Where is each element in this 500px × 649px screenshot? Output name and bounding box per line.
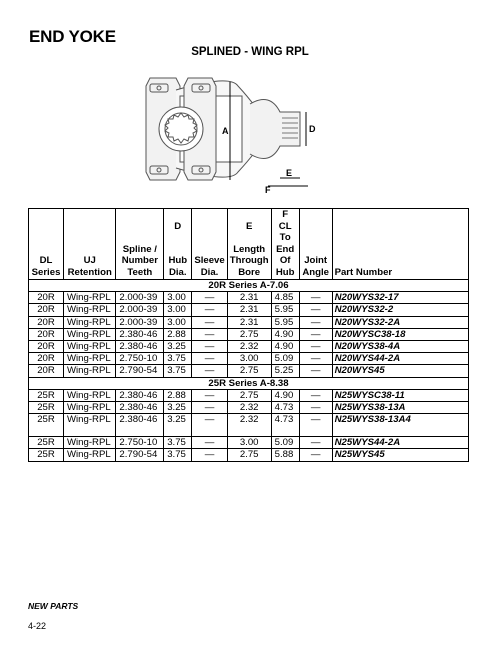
dimension-label-e: E <box>286 168 293 178</box>
column-header-line: CL To <box>278 220 292 243</box>
table-cell: 25R <box>29 402 64 414</box>
column-header-line: Teeth <box>127 266 153 278</box>
column-header-line: DL <box>39 255 53 266</box>
column-dimension-letter <box>118 221 161 233</box>
column-header <box>271 209 299 280</box>
part-number-cell: N25WYS44-2A <box>332 437 468 449</box>
column-header <box>29 209 64 280</box>
table-row <box>29 353 469 365</box>
table-cell: 2.32 <box>227 414 271 437</box>
table-cell: 2.380-46 <box>116 402 164 414</box>
table-cell: — <box>299 328 332 340</box>
column-header-line: Through <box>229 255 269 266</box>
table-cell: 2.75 <box>227 365 271 377</box>
table-row <box>29 341 469 353</box>
table-row <box>29 316 469 328</box>
table-cell: 2.88 <box>164 389 192 401</box>
series-row <box>29 377 469 389</box>
column-dimension-letter: D <box>174 220 182 232</box>
table-cell: Wing-RPL <box>64 414 116 437</box>
column-header <box>64 209 116 280</box>
part-number-cell: N20WYS38-4A <box>332 341 468 353</box>
table-cell: 3.25 <box>164 402 192 414</box>
column-header-line: End <box>276 243 295 255</box>
part-number-cell: N20WYS45 <box>332 365 468 377</box>
table-cell: 5.25 <box>271 365 299 377</box>
table-cell: — <box>299 365 332 377</box>
column-header-line: Length <box>233 243 266 255</box>
column-header-line: Hub <box>275 266 295 278</box>
table-cell: 5.09 <box>271 437 299 449</box>
table-cell: — <box>192 316 227 328</box>
column-dimension-letter <box>335 221 466 233</box>
table-cell: Wing-RPL <box>64 402 116 414</box>
table-cell: 2.31 <box>227 304 271 316</box>
table-row <box>29 449 469 461</box>
table-cell: Wing-RPL <box>64 341 116 353</box>
column-header-line: Dia. <box>200 266 219 278</box>
table-cell: 2.790-54 <box>116 365 164 377</box>
table-row <box>29 389 469 401</box>
table-cell: — <box>192 353 227 365</box>
table-cell: 2.31 <box>227 292 271 304</box>
table-cell: 20R <box>29 316 64 328</box>
column-header-line: Number <box>121 255 158 266</box>
column-dimension-letter <box>66 221 113 233</box>
table-cell: 2.380-46 <box>116 328 164 340</box>
table-body <box>29 280 469 462</box>
new-parts-note: NEW PARTS <box>28 601 79 611</box>
table-cell: 25R <box>29 414 64 437</box>
column-header-line: Spline / <box>122 243 157 255</box>
table-cell: 20R <box>29 328 64 340</box>
table-cell: Wing-RPL <box>64 328 116 340</box>
table-cell: 25R <box>29 437 64 449</box>
table-cell: — <box>299 316 332 328</box>
table-cell: 2.88 <box>164 328 192 340</box>
column-header <box>332 209 468 280</box>
column-dimension-letter: E <box>245 220 253 232</box>
table-cell: 2.380-46 <box>116 414 164 437</box>
table-cell: 3.00 <box>227 437 271 449</box>
table-cell: 4.73 <box>271 402 299 414</box>
table-cell: 4.73 <box>271 414 299 437</box>
table-cell: — <box>299 389 332 401</box>
part-number-cell: N25WYS38-13A4 <box>332 414 468 437</box>
table-row <box>29 292 469 304</box>
table-cell: — <box>299 341 332 353</box>
dimension-label-d: D <box>309 124 316 134</box>
table-cell: — <box>192 389 227 401</box>
series-row <box>29 280 469 292</box>
table-row <box>29 304 469 316</box>
table-cell: 25R <box>29 389 64 401</box>
table-cell: 3.75 <box>164 353 192 365</box>
series-heading: 20R Series A-7.06 <box>29 280 469 292</box>
table-cell: 3.75 <box>164 437 192 449</box>
column-header-line: Bore <box>238 266 261 278</box>
table-cell: 4.90 <box>271 389 299 401</box>
table-cell: 3.00 <box>164 292 192 304</box>
column-header <box>227 209 271 280</box>
table-cell: — <box>299 414 332 437</box>
table-cell: 3.00 <box>164 316 192 328</box>
table-cell: 2.31 <box>227 316 271 328</box>
table-cell: — <box>192 449 227 461</box>
column-dimension-letter <box>31 221 61 233</box>
column-header-line: Series <box>31 266 61 278</box>
table-row <box>29 414 469 437</box>
table-cell: 2.790-54 <box>116 449 164 461</box>
part-number-cell: N20WYS44-2A <box>332 353 468 365</box>
table-cell: Wing-RPL <box>64 437 116 449</box>
table-cell: 20R <box>29 353 64 365</box>
column-header-line: UJ <box>83 255 96 266</box>
table-cell: — <box>192 328 227 340</box>
table-cell: — <box>299 402 332 414</box>
table-row <box>29 437 469 449</box>
dimension-label-a: A <box>222 126 229 136</box>
table-cell: — <box>299 292 332 304</box>
table-cell: 3.75 <box>164 449 192 461</box>
table-cell: — <box>192 341 227 353</box>
column-header-line: Dia. <box>168 266 187 278</box>
page-title: END YOKE <box>29 27 116 46</box>
table-row <box>29 328 469 340</box>
dimension-label-f: F <box>265 185 271 194</box>
part-number-cell: N20WYS32-2A <box>332 316 468 328</box>
table-cell: 2.380-46 <box>116 341 164 353</box>
column-header-line: Part Number <box>334 266 393 278</box>
table-cell: Wing-RPL <box>64 304 116 316</box>
end-yoke-spec-table <box>28 208 469 462</box>
table-cell: 3.75 <box>164 365 192 377</box>
table-cell: — <box>192 437 227 449</box>
table-cell: 20R <box>29 292 64 304</box>
table-cell: 4.90 <box>271 341 299 353</box>
table-cell: 2.000-39 <box>116 304 164 316</box>
column-header-line: Of <box>279 255 291 266</box>
column-header-line: Angle <box>302 266 329 278</box>
table-cell: 2.000-39 <box>116 292 164 304</box>
table-cell: 20R <box>29 304 64 316</box>
table-cell: 2.380-46 <box>116 389 164 401</box>
table-cell: 4.85 <box>271 292 299 304</box>
table-cell: 25R <box>29 449 64 461</box>
table-cell: — <box>299 449 332 461</box>
column-header <box>164 209 192 280</box>
table-cell: 3.25 <box>164 341 192 353</box>
table-cell: Wing-RPL <box>64 353 116 365</box>
table-cell: 20R <box>29 365 64 377</box>
table-cell: — <box>192 292 227 304</box>
column-header-line: Hub <box>168 255 188 266</box>
table-cell: — <box>192 304 227 316</box>
table-cell: — <box>192 402 227 414</box>
column-header <box>299 209 332 280</box>
table-cell: — <box>192 365 227 377</box>
part-number-cell: N20WYS32-17 <box>332 292 468 304</box>
table-cell: 2.750-10 <box>116 437 164 449</box>
part-number-cell: N25WYSC38-11 <box>332 389 468 401</box>
table-cell: 5.95 <box>271 316 299 328</box>
table-cell: — <box>299 437 332 449</box>
part-number-cell: N20WYSC38-18 <box>332 328 468 340</box>
table-cell: 5.09 <box>271 353 299 365</box>
table-row <box>29 402 469 414</box>
table-cell: 3.25 <box>164 414 192 437</box>
page-subtitle: SPLINED - WING RPL <box>191 46 309 58</box>
part-number-cell: N25WYS38-13A <box>332 402 468 414</box>
table-cell: 2.000-39 <box>116 316 164 328</box>
part-number-cell: N25WYS45 <box>332 449 468 461</box>
table-header <box>29 209 469 280</box>
table-cell: 2.32 <box>227 341 271 353</box>
column-dimension-letter <box>194 221 224 233</box>
table-cell: — <box>299 353 332 365</box>
column-header-line: Joint <box>304 255 328 266</box>
table-cell: 2.75 <box>227 449 271 461</box>
column-header <box>116 209 164 280</box>
table-cell: 2.75 <box>227 328 271 340</box>
column-header-line: Sleeve <box>194 255 225 266</box>
table-cell: 2.75 <box>227 389 271 401</box>
column-header-line: Retention <box>67 266 112 278</box>
column-header <box>192 209 227 280</box>
table-cell: 2.32 <box>227 402 271 414</box>
table-cell: 3.00 <box>227 353 271 365</box>
table-cell: 5.88 <box>271 449 299 461</box>
series-heading: 25R Series A-8.38 <box>29 377 469 389</box>
table-cell: Wing-RPL <box>64 292 116 304</box>
page-number: 4-22 <box>28 621 47 631</box>
table-cell: Wing-RPL <box>64 389 116 401</box>
column-dimension-letter <box>302 221 330 233</box>
table-cell: 4.90 <box>271 328 299 340</box>
table-cell: Wing-RPL <box>64 316 116 328</box>
table-cell: — <box>299 304 332 316</box>
table-cell: 20R <box>29 341 64 353</box>
table-cell: 5.95 <box>271 304 299 316</box>
table-cell: Wing-RPL <box>64 449 116 461</box>
table-row <box>29 365 469 377</box>
table-cell: — <box>192 414 227 437</box>
table-cell: Wing-RPL <box>64 365 116 377</box>
column-dimension-letter: F <box>282 209 289 220</box>
table-cell: 2.750-10 <box>116 353 164 365</box>
table-cell: 3.00 <box>164 304 192 316</box>
end-yoke-diagram <box>130 72 340 194</box>
part-number-cell: N20WYS32-2 <box>332 304 468 316</box>
